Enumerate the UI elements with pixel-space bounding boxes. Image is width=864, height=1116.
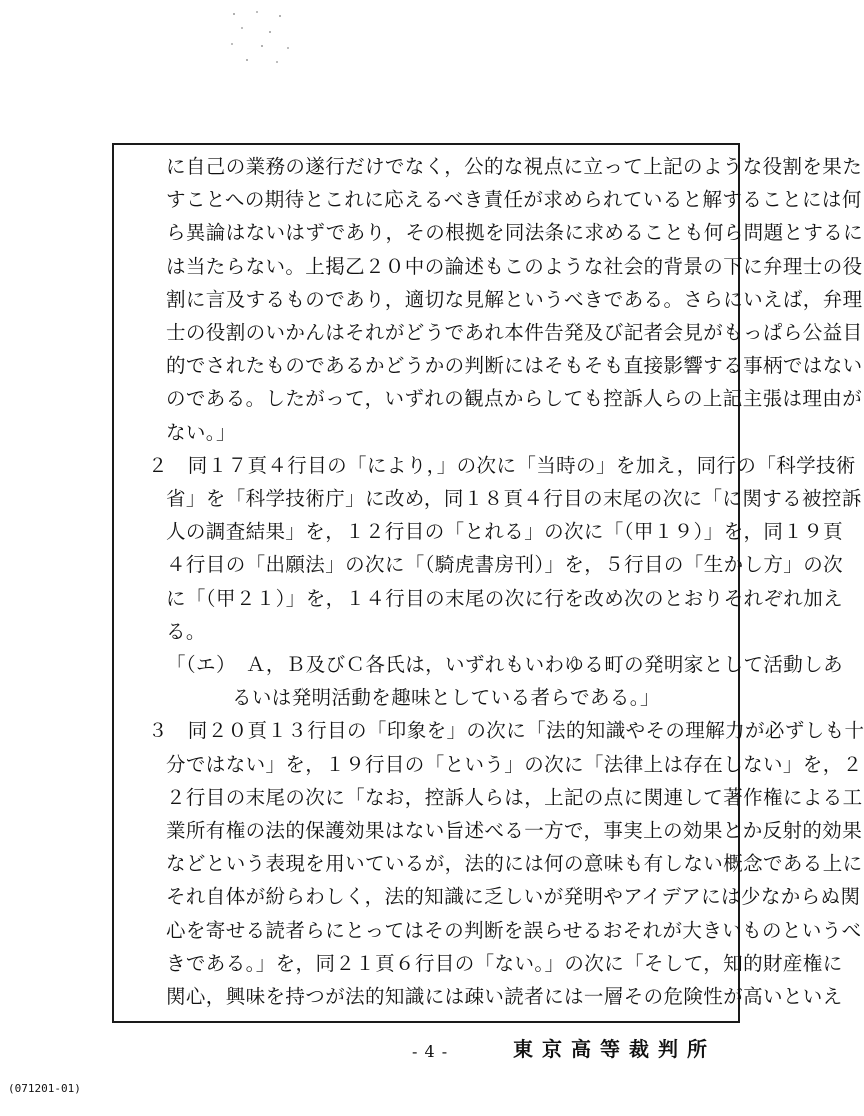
document-code: (071201-01) — [8, 1082, 81, 1095]
body-line-19: 分ではない」を，１９行目の「という」の次に「法律上は存在しない」を，２ — [166, 752, 863, 776]
body-line-18: ３ 同２０頁１３行目の「印象を」の次に「法的知識やその理解力が必ずしも十 — [148, 719, 864, 743]
quote-line-2: るいは発明活動を趣味としている者らである。」 — [232, 686, 660, 710]
body-line-6: 士の役割のいかんはそれがどうであれ本件告発及び記者会見がもっぱら公益目 — [166, 321, 863, 344]
body-line-1: に自己の業務の遂行だけでなく，公的な視点に立って上記のような役割を果た — [166, 155, 863, 178]
body-line-26: 関心，興味を持つが法的知識には疎い読者には一層その危険性が高いといえ — [166, 985, 843, 1008]
body-line-5: 割に言及するものであり，適切な見解というべきである。さらにいえば，弁理 — [166, 287, 863, 311]
body-line-13: ４行目の「出願法」の次に「（騎虎書房刊）」を，５行目の「生かし方」の次 — [166, 553, 844, 577]
body-line-20: ２行目の末尾の次に「なお，控訴人らは，上記の点に関連して著作権による工 — [166, 785, 863, 809]
body-line-14: に「（甲２１）」を，１４行目の末尾の次に行を改め次のとおりそれぞれ加え — [166, 586, 844, 610]
body-line-3: ら異論はないはずであり，その根拠を同法条に求めることも何ら問題とするに — [166, 221, 864, 245]
body-line-22: などという表現を用いているが，法的には何の意味も有しない概念である上に — [166, 852, 863, 876]
body-line-15: る。 — [166, 619, 206, 643]
body-line-2: すことへの期待とこれに応えるべき責任が求められていると解することには何 — [166, 188, 862, 212]
body-line-8: のである。したがって，いずれの観点からしても控訴人らの上記主張は理由が — [166, 387, 863, 411]
body-line-25: きである。」を，同２１頁６行目の「ない。」の次に「そして，知的財産権に — [166, 951, 843, 975]
court-name: 東京高等裁判所 — [513, 1037, 716, 1061]
body-line-9: ない。」 — [166, 420, 236, 444]
body-line-4: は当たらない。上掲乙２０中の論述もこのような社会的背景の下に弁理士の役 — [166, 254, 863, 278]
body-line-23: それ自体が紛らわしく，法的知識に乏しいが発明やアイデアには少なからぬ関 — [166, 885, 861, 909]
scan-speckle — [222, 8, 302, 68]
body-line-24: 心を寄せる読者らにとってはその判断を誤らせるおそれが大きいものというべ — [166, 918, 862, 942]
page-number: - 4 - — [412, 1042, 449, 1061]
body-line-21: 業所有権の法的保護効果はない旨述べる一方で，事実上の効果とか反射的効果 — [166, 819, 863, 842]
body-line-11: 省」を「科学技術庁」に改め，同１８頁４行目の末尾の次に「に関する被控訴 — [166, 487, 862, 510]
body-line-12: 人の調査結果」を，１２行目の「とれる」の次に「（甲１９）」を，同１９頁 — [166, 520, 844, 544]
body-line-10: ２ 同１７頁４行目の「により，」の次に「当時の」を加え，同行の「科学技術 — [148, 453, 856, 477]
quote-line-1: 「（エ） Ａ，Ｂ及びＣ各氏は，いずれもいわゆる町の発明家として活動しあ — [166, 653, 844, 676]
body-line-7: 的でされたものであるかどうかの判断にはそもそも直接影響する事柄ではない — [166, 354, 863, 378]
